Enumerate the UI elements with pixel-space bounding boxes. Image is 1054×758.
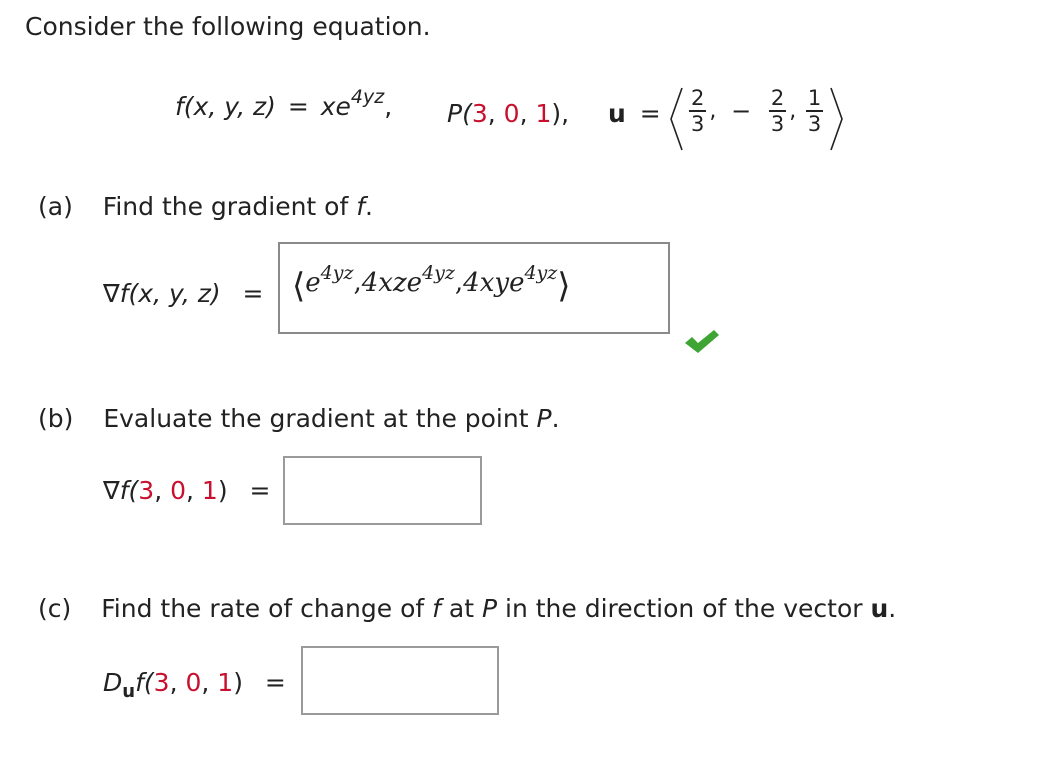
problem-prompt: Consider the following equation. bbox=[25, 12, 431, 41]
part-c-P: P bbox=[481, 594, 498, 623]
given-equation bbox=[175, 86, 393, 121]
point-z: 1 bbox=[217, 668, 234, 697]
directional-derivative-f: f( bbox=[135, 668, 154, 697]
part-a-f: f bbox=[356, 192, 366, 221]
part-b-label: (b) bbox=[38, 404, 74, 433]
part-a-question bbox=[38, 192, 373, 221]
directional-derivative-answer-field[interactable] bbox=[301, 646, 499, 715]
point-sep: , bbox=[201, 668, 218, 697]
fraction-u3: $\frac{1}{3}$ bbox=[807, 86, 822, 136]
point-sep: , bbox=[154, 476, 171, 505]
function-rhs-base: xe bbox=[320, 92, 351, 121]
part-b-question bbox=[38, 404, 560, 433]
function-rhs-exponent: 4yz bbox=[350, 86, 385, 108]
part-c-u: u bbox=[870, 594, 889, 623]
equals-sign: = bbox=[264, 668, 286, 697]
right-angle-bracket-icon bbox=[829, 86, 845, 152]
point-sep: , bbox=[169, 668, 186, 697]
point-sep: , bbox=[519, 99, 536, 128]
part-c-label: (c) bbox=[38, 594, 72, 623]
vector-u-label: u bbox=[608, 99, 626, 128]
gradient-at-point-prefix: ∇f( bbox=[103, 476, 139, 505]
equals-sign: = bbox=[639, 99, 661, 128]
answer-sep: , bbox=[353, 267, 362, 298]
equals-sign: = bbox=[249, 476, 271, 505]
answer-close-bracket: ⟩ bbox=[557, 266, 571, 306]
part-c-text: Find the rate of change of bbox=[101, 594, 433, 623]
point-close: ) bbox=[233, 668, 243, 697]
equals-sign: = bbox=[287, 92, 309, 121]
direction-vector-label bbox=[608, 99, 661, 128]
directional-derivative-D: D bbox=[103, 668, 123, 697]
gradient-answer-content bbox=[292, 261, 571, 306]
gradient-at-point-answer-field[interactable] bbox=[283, 456, 482, 525]
answer-sep: , bbox=[454, 267, 464, 298]
part-a-period: . bbox=[365, 192, 373, 221]
gradient-lhs: ∇f(x, y, z) bbox=[103, 279, 221, 308]
vector-comma: , bbox=[709, 98, 717, 124]
function-lhs: f(x, y, z) bbox=[175, 92, 276, 121]
point-close: ), bbox=[551, 99, 570, 128]
answer-open-bracket: ⟨ bbox=[292, 266, 306, 306]
point-z: 1 bbox=[535, 99, 552, 128]
point-x: 3 bbox=[153, 668, 170, 697]
answer-term-3: 4xye$^{4yz}$ bbox=[463, 261, 558, 298]
part-a-lhs bbox=[103, 279, 264, 308]
point-y: 0 bbox=[503, 99, 520, 128]
fraction-u2: $\frac{2}{3}$ bbox=[770, 86, 785, 136]
part-c-text: at bbox=[440, 594, 482, 623]
answer-term-1: $e^{4yz}$ bbox=[305, 261, 354, 298]
comma: , bbox=[384, 92, 393, 121]
gradient-answer-field[interactable] bbox=[278, 242, 670, 334]
point-sep: , bbox=[186, 476, 202, 505]
equals-sign: = bbox=[242, 279, 264, 308]
part-a-text: Find the gradient of bbox=[102, 192, 357, 221]
checkmark-icon bbox=[683, 329, 721, 355]
point-y: 0 bbox=[185, 668, 202, 697]
fraction-u1: $\frac{2}{3}$ bbox=[691, 86, 705, 136]
part-c-f: f bbox=[432, 594, 441, 623]
point-y: 0 bbox=[170, 476, 186, 505]
part-c-question bbox=[38, 594, 896, 623]
point-x: 3 bbox=[471, 99, 488, 128]
part-b-period: . bbox=[551, 404, 560, 433]
part-b-P: P bbox=[536, 404, 552, 433]
answer-term-2: 4xze$^{4yz}$ bbox=[361, 261, 455, 298]
vector-u-components bbox=[686, 86, 826, 136]
part-c-text: in the direction of the vector bbox=[497, 594, 871, 623]
part-c-lhs bbox=[103, 668, 286, 702]
left-angle-bracket-icon bbox=[668, 86, 684, 152]
point-close: ) bbox=[217, 476, 228, 505]
minus-sign: − bbox=[731, 97, 752, 125]
point-label: P( bbox=[447, 99, 472, 128]
part-c-period: . bbox=[888, 594, 897, 623]
part-b-text: Evaluate the gradient at the point bbox=[103, 404, 537, 433]
point-z: 1 bbox=[201, 476, 218, 505]
vector-comma: , bbox=[789, 98, 797, 124]
given-point bbox=[447, 99, 569, 128]
part-a-label: (a) bbox=[38, 192, 73, 221]
part-b-lhs bbox=[103, 476, 270, 505]
point-sep: , bbox=[487, 99, 504, 128]
directional-derivative-u: u bbox=[122, 681, 136, 702]
point-x: 3 bbox=[138, 476, 155, 505]
